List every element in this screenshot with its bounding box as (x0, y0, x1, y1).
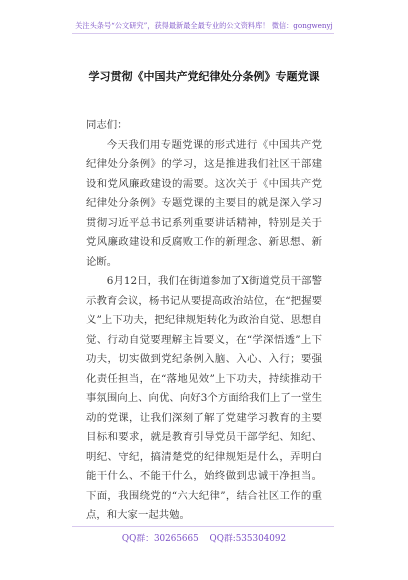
footer (0, 531, 408, 544)
greeting: 同志们： (86, 119, 128, 131)
header-divider (72, 33, 334, 34)
footer-qq-group-2: QQ群:535304092 (209, 534, 287, 544)
paragraph: 今天我们用专题党课的形式进行《中国共产党纪律处分条例》的学习，这是推进我们社区干部建设和党风廉政建设的需要。这次关于《中国共产党纪律处分条例》专题党课的主要目的就是深入学习贯彻习近平总书记系列重要讲话精神，特别是关于党风廉政建设和反腐败工作的新理念、新思想、新论断。 (86, 138, 322, 268)
document-body (86, 116, 322, 526)
paragraph: 6月12日，我们在街道参加了X街道党员干部警示教育会议，杨书记从要提高政治站位，在“把握要义”上下功夫，把纪律规矩转化为政治自觉、思想自觉、行动自觉要理解主旨要义，在“学深悟透”上下功夫，切实做到党纪条例入脑、入心、入行；要强化责任担当，在“落地见效”上下功夫，持续推动干事氛围向上、向优、向好3个方面给我们上了一堂生动的党课，让我们深刻了解了党建学习教育的主要目标和要求，就是教育引导党员干部学纪、知纪、明纪、守纪，搞清楚党的纪律规矩是什么，弄明白能干什么、不能干什么，始终做到忠诚干净担当。下面，我围绕党的“六大纪律”，结合社区工作的重点，和大家一起共勉。 (86, 275, 322, 521)
footer-divider (72, 526, 334, 527)
footer-qq-group-1: QQ群：30265665 (121, 534, 199, 544)
document-title: 学习贯彻《中国共产党纪律处分条例》专题党课 (88, 70, 320, 83)
header-banner: 关注头条号“公文研究”，获得最新最全最专业的公文资料库！ 微信：gongwenyj (75, 21, 333, 30)
